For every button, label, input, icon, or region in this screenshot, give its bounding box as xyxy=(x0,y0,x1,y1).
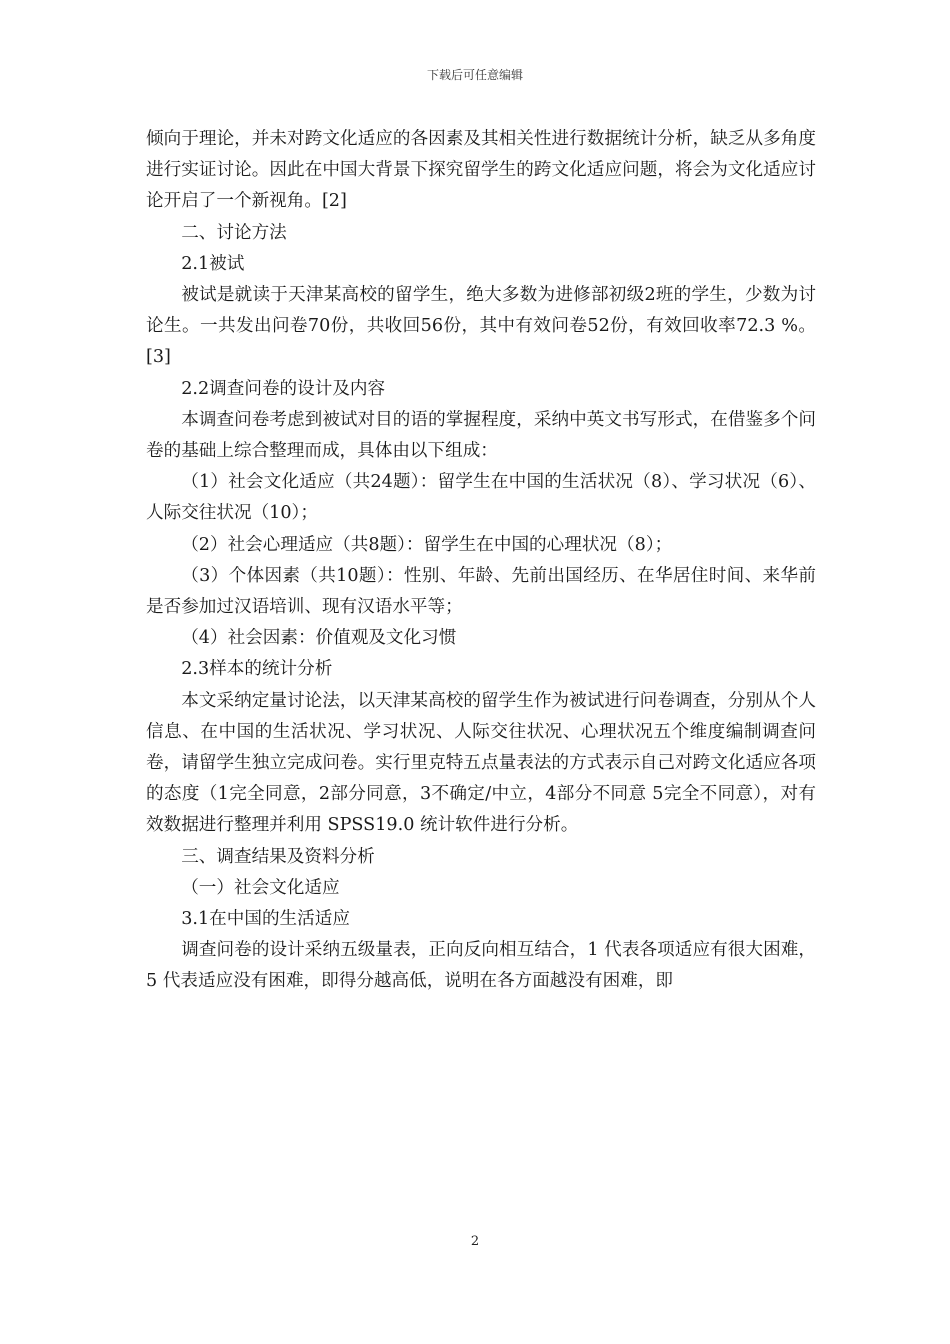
heading-results: 三、调查结果及资料分析 xyxy=(181,846,375,867)
heading-discussion-method: 二、讨论方法 xyxy=(181,222,287,243)
page-header: 下载后可任意编辑 xyxy=(426,68,523,82)
paragraph-questionnaire: 本调查问卷考虑到被试对目的语的掌握程度，采纳中英文书写形式，在借鉴多个问卷的基础上综合整理而成，具体由以下组成： xyxy=(146,409,816,462)
heading-2-3-statistics: 2.3样本的统计分析 xyxy=(181,659,333,680)
page-number: 2 xyxy=(470,1234,480,1249)
heading-2-1-subjects: 2.1被试 xyxy=(181,253,245,274)
heading-social-cultural: （一）社会文化适应 xyxy=(181,877,340,898)
document-body xyxy=(146,124,816,998)
heading-3-1-life: 3.1在中国的生活适应 xyxy=(181,909,350,930)
paragraph-life: 调查问卷的设计采纳五级量表，正向反向相互结合，1 代表各项适应有很大困难，5 代表适应没有困难，即得分越高低，说明在各方面越没有困难，即 xyxy=(146,940,816,992)
list-item-2: （2）社会心理适应（共8题）：留学生在中国的心理状况（8）； xyxy=(181,534,673,555)
list-item-1: （1）社会文化适应（共24题）：留学生在中国的生活状况（8）、学习状况（6）、人际交往状况（10）； xyxy=(146,472,816,524)
paragraph-statistics: 本文采纳定量讨论法，以天津某高校的留学生作为被试进行问卷调查，分别从个人信息、在中国的生活状况、学习状况、人际交往状况、心理状况五个维度编制调查问卷，请留学生独立完成问卷。实行里克特五点量表法的方式表示自己对跨文化适应各项的态度（1完全同意，2部分同意，3不确定/中立，4部分不同意 5完全不同意），对有效数据进行整理并利用 SPSS19.0 统计软件进行分析。 xyxy=(146,690,816,836)
list-item-3: （3）个体因素（共10题）：性别、年龄、先前出国经历、在华居住时间、来华前是否参加过汉语培训、现有汉语水平等； xyxy=(146,565,816,618)
paragraph-1: 倾向于理论，并未对跨文化适应的各因素及其相关性进行数据统计分析，缺乏从多角度进行实证讨论。因此在中国大背景下探究留学生的跨文化适应问题，将会为文化适应讨论开启了一个新视角。[2] xyxy=(146,129,816,212)
heading-2-2-questionnaire: 2.2调查问卷的设计及内容 xyxy=(181,378,386,399)
list-item-4: （4）社会因素：价值观及文化习惯 xyxy=(181,628,457,649)
paragraph-subjects: 被试是就读于天津某高校的留学生，绝大多数为进修部初级2班的学生，少数为讨论生。一共发出问卷70份，共收回56份，其中有效问卷52份，有效回收率72.3 %。[3] xyxy=(146,285,816,368)
